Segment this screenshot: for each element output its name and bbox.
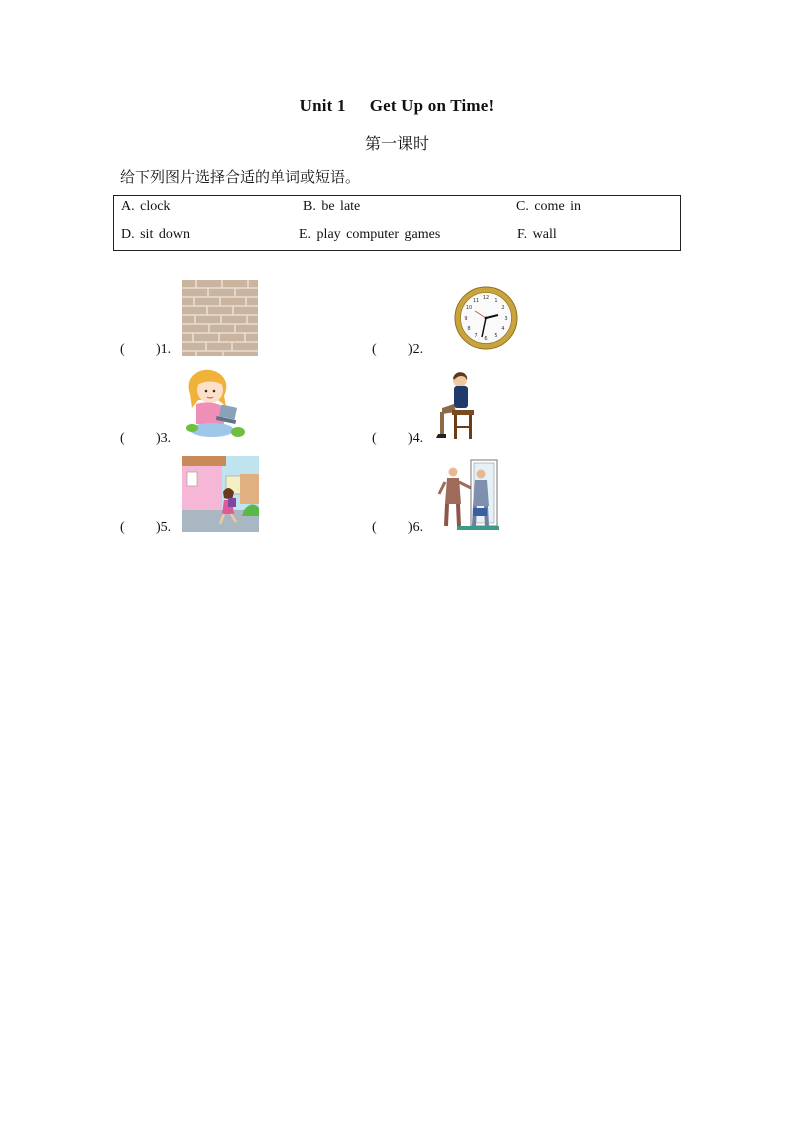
answer-blank-open: ( — [120, 342, 125, 357]
svg-text:10: 10 — [465, 305, 473, 311]
man-sitting-image — [432, 368, 480, 444]
girl-with-laptop-image — [180, 366, 248, 442]
svg-text:12: 12 — [482, 295, 490, 301]
unit-title: Get Up on Time! — [369, 96, 495, 115]
answer-blank-open: ( — [372, 520, 377, 535]
answer-blank-open: ( — [120, 520, 125, 535]
svg-text:8: 8 — [467, 326, 471, 332]
option-d: D. sit down — [121, 227, 190, 242]
answer-blank-open: ( — [372, 342, 377, 357]
svg-text:11: 11 — [472, 298, 480, 304]
question-number[interactable]: )4. — [408, 431, 424, 446]
option-a: A. clock — [121, 199, 171, 214]
lesson-label: 第一课时 — [364, 134, 429, 153]
question-number[interactable]: )1. — [156, 342, 172, 357]
question-number[interactable]: )2. — [408, 342, 424, 357]
option-b: B. be late — [303, 199, 361, 214]
svg-text:7: 7 — [474, 333, 478, 339]
page-title — [0, 96, 794, 116]
question-number[interactable]: )5. — [156, 520, 172, 535]
svg-text:9: 9 — [464, 316, 468, 322]
option-c: C. come in — [516, 199, 582, 214]
girl-running-to-school-image — [182, 456, 259, 532]
answer-blank-open: ( — [120, 431, 125, 446]
instruction-text: 给下列图片选择合适的单词或短语。 — [120, 168, 361, 186]
question-number[interactable]: )6. — [408, 520, 424, 535]
svg-text:6: 6 — [484, 336, 488, 342]
svg-text:3: 3 — [504, 316, 508, 322]
answer-blank-open: ( — [372, 431, 377, 446]
svg-text:4: 4 — [501, 326, 505, 332]
svg-text:2: 2 — [501, 305, 505, 311]
brick-wall-image — [182, 280, 258, 356]
question-number[interactable]: )3. — [156, 431, 172, 446]
option-e: E. play computer games — [299, 227, 441, 242]
svg-text:1: 1 — [494, 298, 498, 304]
options-box — [113, 195, 681, 251]
clock-image — [452, 284, 520, 352]
svg-text:5: 5 — [494, 333, 498, 339]
man-at-door-image — [437, 458, 499, 532]
unit-label: Unit 1 — [299, 96, 346, 115]
option-f: F. wall — [517, 227, 557, 242]
